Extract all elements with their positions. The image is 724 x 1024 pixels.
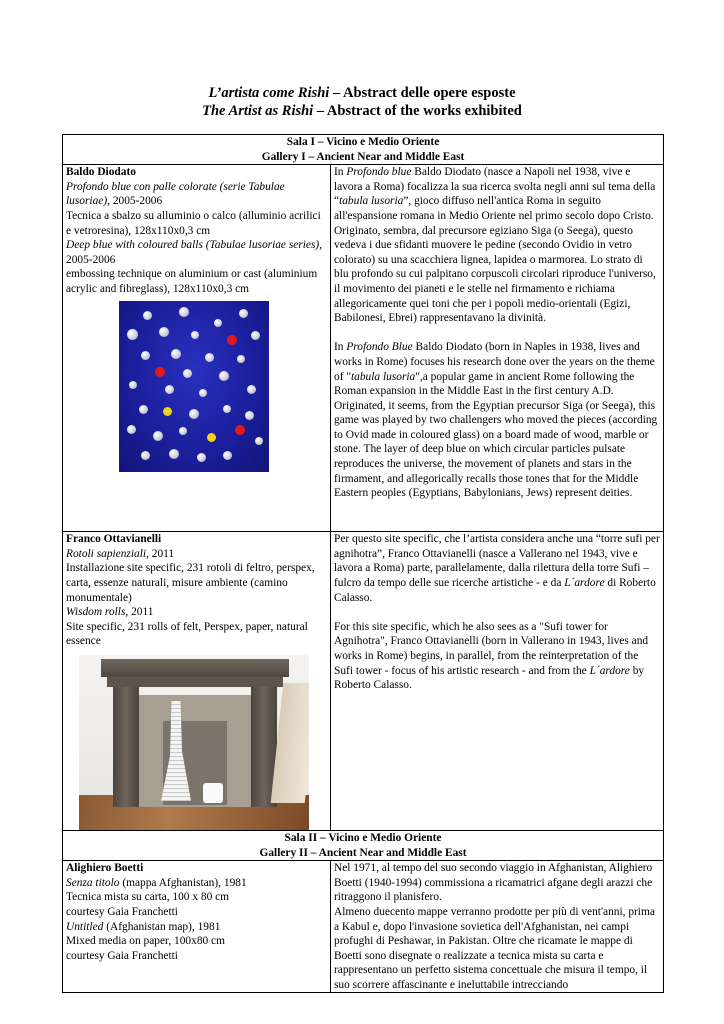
description-paragraph-1: Nel 1971, al tempo del suo secondo viaggio in Afghanistan, Alighiero Boetti (1940-1994) commissiona a ricamatrici afgane degli arazzi che ritraggono il planisfero. xyxy=(334,862,653,904)
work-description-ottavianelli xyxy=(331,532,664,831)
technique-italian: Installazione site specific, 231 rotoli di feltro, perspex, carta, essenze naturali, misure ambiente (camino monumentale) xyxy=(66,562,315,604)
work-row-ottavianelli xyxy=(63,532,664,831)
heading-italian: L’artista come Rishi – Abstract delle opere esposte xyxy=(208,85,516,101)
artist-name: Franco Ottavianelli xyxy=(66,533,162,546)
work-title-italian: Rotoli sapienziali, 2011 xyxy=(66,547,175,560)
work-description-boetti xyxy=(331,861,664,993)
work-title-italian: Senza titolo (mappa Afghanistan), 1981 xyxy=(66,876,247,889)
gallery-2-header: Sala II – Vicino e Medio Oriente Gallery II – Ancient Near and Middle East xyxy=(63,830,664,860)
work-title-english: Wisdom rolls, 2011 xyxy=(66,606,154,619)
works-table xyxy=(62,134,664,993)
artwork-image-deep-blue xyxy=(119,301,269,472)
work-row-diodato xyxy=(63,165,664,532)
heading-english: The Artist as Rishi – Abstract of the works exhibited xyxy=(202,103,522,119)
courtesy-english: courtesy Gaia Franchetti xyxy=(66,949,178,962)
artwork-image-fireplace xyxy=(79,655,309,830)
gallery-1-header-row xyxy=(63,135,664,165)
work-info-ottavianelli xyxy=(63,532,331,831)
technique-italian: Tecnica a sbalzo su alluminio o calco (alluminio acrilici e vetroresina), 128x110x0,3 cm xyxy=(66,209,321,237)
artist-name: Alighiero Boetti xyxy=(66,862,144,875)
technique-english: Mixed media on paper, 100x80 cm xyxy=(66,935,225,948)
gallery-2-header-row xyxy=(63,830,664,860)
description-english: In Profondo Blue Baldo Diodato (born in Naples in 1938, lives and works in Rome) focuses his research done over the years on the theme of "tabula lusoria",a popular game in ancient Rome following the Roman expansion in the Middle East in the first century A.D. Originated, it seems, from the Egyptian precursor Siga (or Seega), this game was played by two challengers who moved the pieces (according to Ovid made in coloured glass) on a board made of wood, marble or stone. The layer of deep blue on which circular particles pulsate reproduces the universe, the movement of planets and stars in the firmament, and allegorically recalls those tones that for the Middle Eastern peoples (Egyptians, Babylonians, Jews) represent deities. xyxy=(334,341,658,500)
technique-english: embossing technique on aluminium or cast (aluminium acrylic and fibreglass), 128x110x0,3 cm xyxy=(66,268,318,295)
document-heading xyxy=(0,84,724,120)
work-title-italian: Profondo blue con palle colorate (serie Tabulae lusoriae), 2005-2006 xyxy=(66,180,285,208)
work-info-diodato xyxy=(63,165,331,532)
description-paragraph-2: Almeno duecento mappe verranno prodotte per più di vent'anni, prima a Kabul e, dopo l'invasione sovietica dell'Afghanistan, nei campi profughi di Peshawar, in Pakistan. Oltre che ricamate le mappe di Boetti sono disegnate o realizzate a tecnica mista su carta e rappresentano un perfetto sistema concettuale che misura il tempo, il suo scorrere affascinante e ineluttabile intrecciando xyxy=(334,905,655,991)
courtesy-italian: courtesy Gaia Franchetti xyxy=(66,905,178,918)
work-info-boetti xyxy=(63,861,331,993)
technique-english: Site specific, 231 rolls of felt, Perspex, paper, natural essence xyxy=(66,620,308,648)
technique-italian: Tecnica mista su carta, 100 x 80 cm xyxy=(66,891,230,904)
work-title-english: Untitled (Afghanistan map), 1981 xyxy=(66,920,221,933)
gallery-1-header: Sala I – Vicino e Medio Oriente Gallery I – Ancient Near and Middle East xyxy=(63,135,664,165)
work-title-english: Deep blue with coloured balls (Tabulae lusoriae series), 2005-2006 xyxy=(66,239,323,266)
artist-name: Baldo Diodato xyxy=(66,166,136,179)
description-english: For this site specific, which he also sees as a "Sufi tower for Agnihotra", Franco Ottavianelli (born in Vallerano in 1943, lives and works in Rome) begins, in parallel, from the reinterpretation of the Sufi tower - focus of his artistic research - and from the L´ardore by Roberto Calasso. xyxy=(334,620,649,692)
work-description-diodato xyxy=(331,165,664,532)
description-italian: In Profondo blue Baldo Diodato (nasce a Napoli nel 1938, vive e lavora a Roma) focalizza la sua ricerca svolta negli anni sul tema della “tabula lusoria”, gioco diffuso nell'antica Roma in seguito all'espansione romana in Medio Oriente nel primo secolo dopo Cristo. Originato, sembra, dal precursore egiziano Siga (o Seega), questo vedeva i due sfidanti muovere le pedine (secondo Ovidio in vetro colorato) su una scacchiera lignea, lapidea o marmorea. Lo strato di blu profondo su cui palpitano corpuscoli circolari riproduce l'universo, il movimento dei pianeti e le stelle nel firmamento e richiama allegoricamente quei toni che per i popoli medio-orientali (Egizi, Babilonesi, Ebrei) rappresentavano la divinità. xyxy=(334,166,656,325)
work-row-boetti xyxy=(63,861,664,993)
description-italian: Per questo site specific, che l’artista considera anche una “torre sufi per agnihotra”, Franco Ottavianelli (nasce a Vallerano nel 1943, vive e lavora a Roma) parte, parallelamente, dalla rilettura della torre Sufi – fulcro da tempo delle sue ricerche artistiche - e da L´ardore di Roberto Calasso. xyxy=(334,533,660,604)
